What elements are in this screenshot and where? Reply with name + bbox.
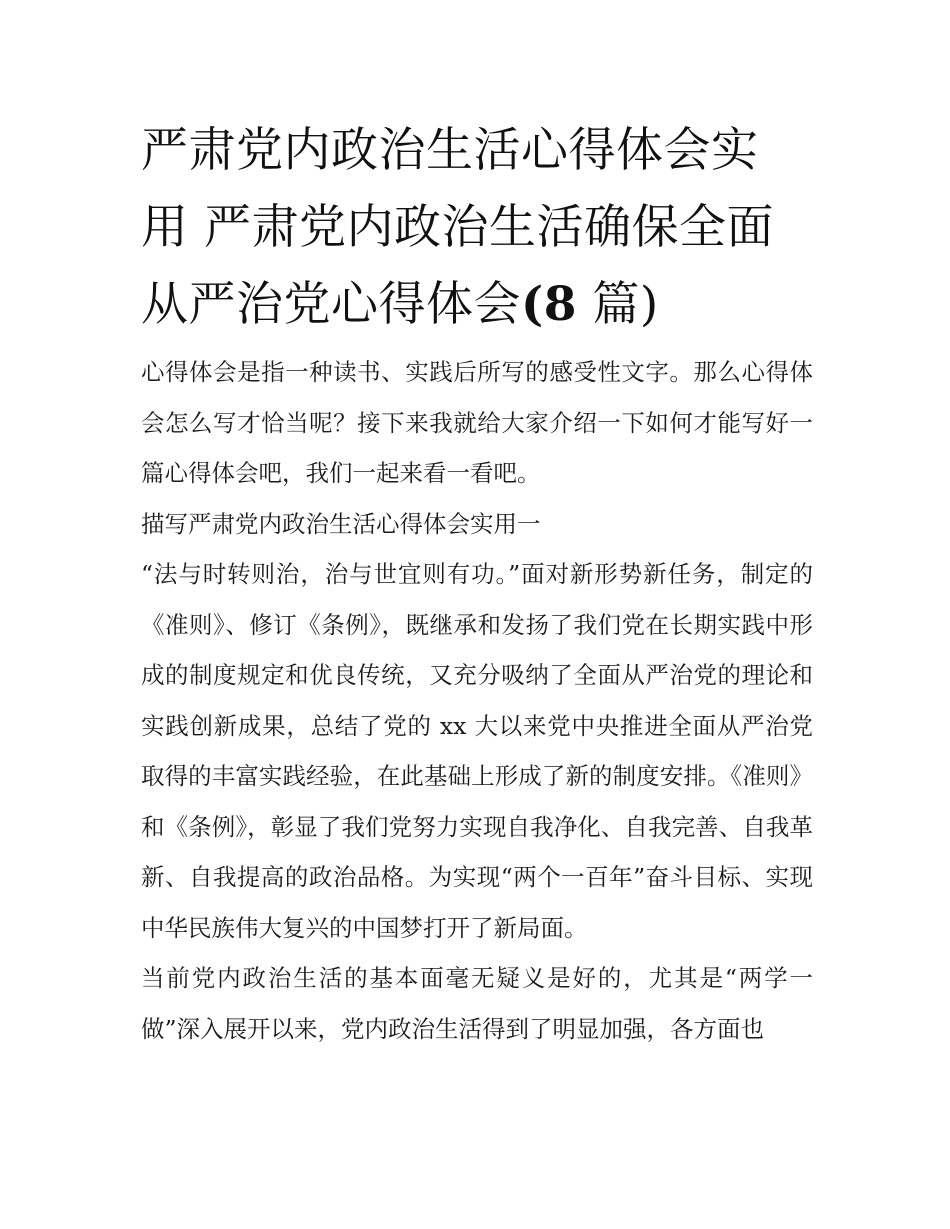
title-line-3c: 篇) <box>576 277 659 332</box>
body-paragraph: 当前党内政治生活的基本面毫无疑义是好的，尤其是“两学一做”深入展开以来，党内政治生活得到了明显加强，各方面也 <box>141 964 813 1043</box>
document-page <box>141 112 813 1054</box>
title-line-3a: 从严治党心得体会 <box>141 277 521 332</box>
title-line-1: 严肃党内政治生活心得体会实 <box>141 123 759 178</box>
title-count: (8 <box>521 277 577 332</box>
section-heading: 描写严肃党内政治生活心得体会实用一 <box>141 509 541 538</box>
title-line-2: 用 严肃党内政治生活确保全面 <box>141 200 774 255</box>
document-title <box>141 112 813 343</box>
body-paragraph: “法与时转则治，治与世宜则有功。”面对新形势新任务，制定的《准则》、修订《条例》，既继承和发扬了我们党在长期实践中形成的制度规定和优良传统，又充分吸纳了全面从严治党的理论和实践创新成果，总结了党的 xx 大以来党中央推进全面从严治党取得的丰富实践经验，在此基础上形成了新的制度安排。《准则》和《条例》，彰显了我们党努力实现自我净化、自我完善、自我革新、自我提高的政治品格。为实现“两个一百年”奋斗目标、实现中华民族伟大复兴的中国梦打开了新局面。 <box>141 560 813 942</box>
intro-paragraph: 心得体会是指一种读书、实践后所写的感受性文字。那么心得体会怎么写才恰当呢？接下来我就给大家介绍一下如何才能写好一篇心得体会吧，我们一起来看一看吧。 <box>141 358 813 487</box>
